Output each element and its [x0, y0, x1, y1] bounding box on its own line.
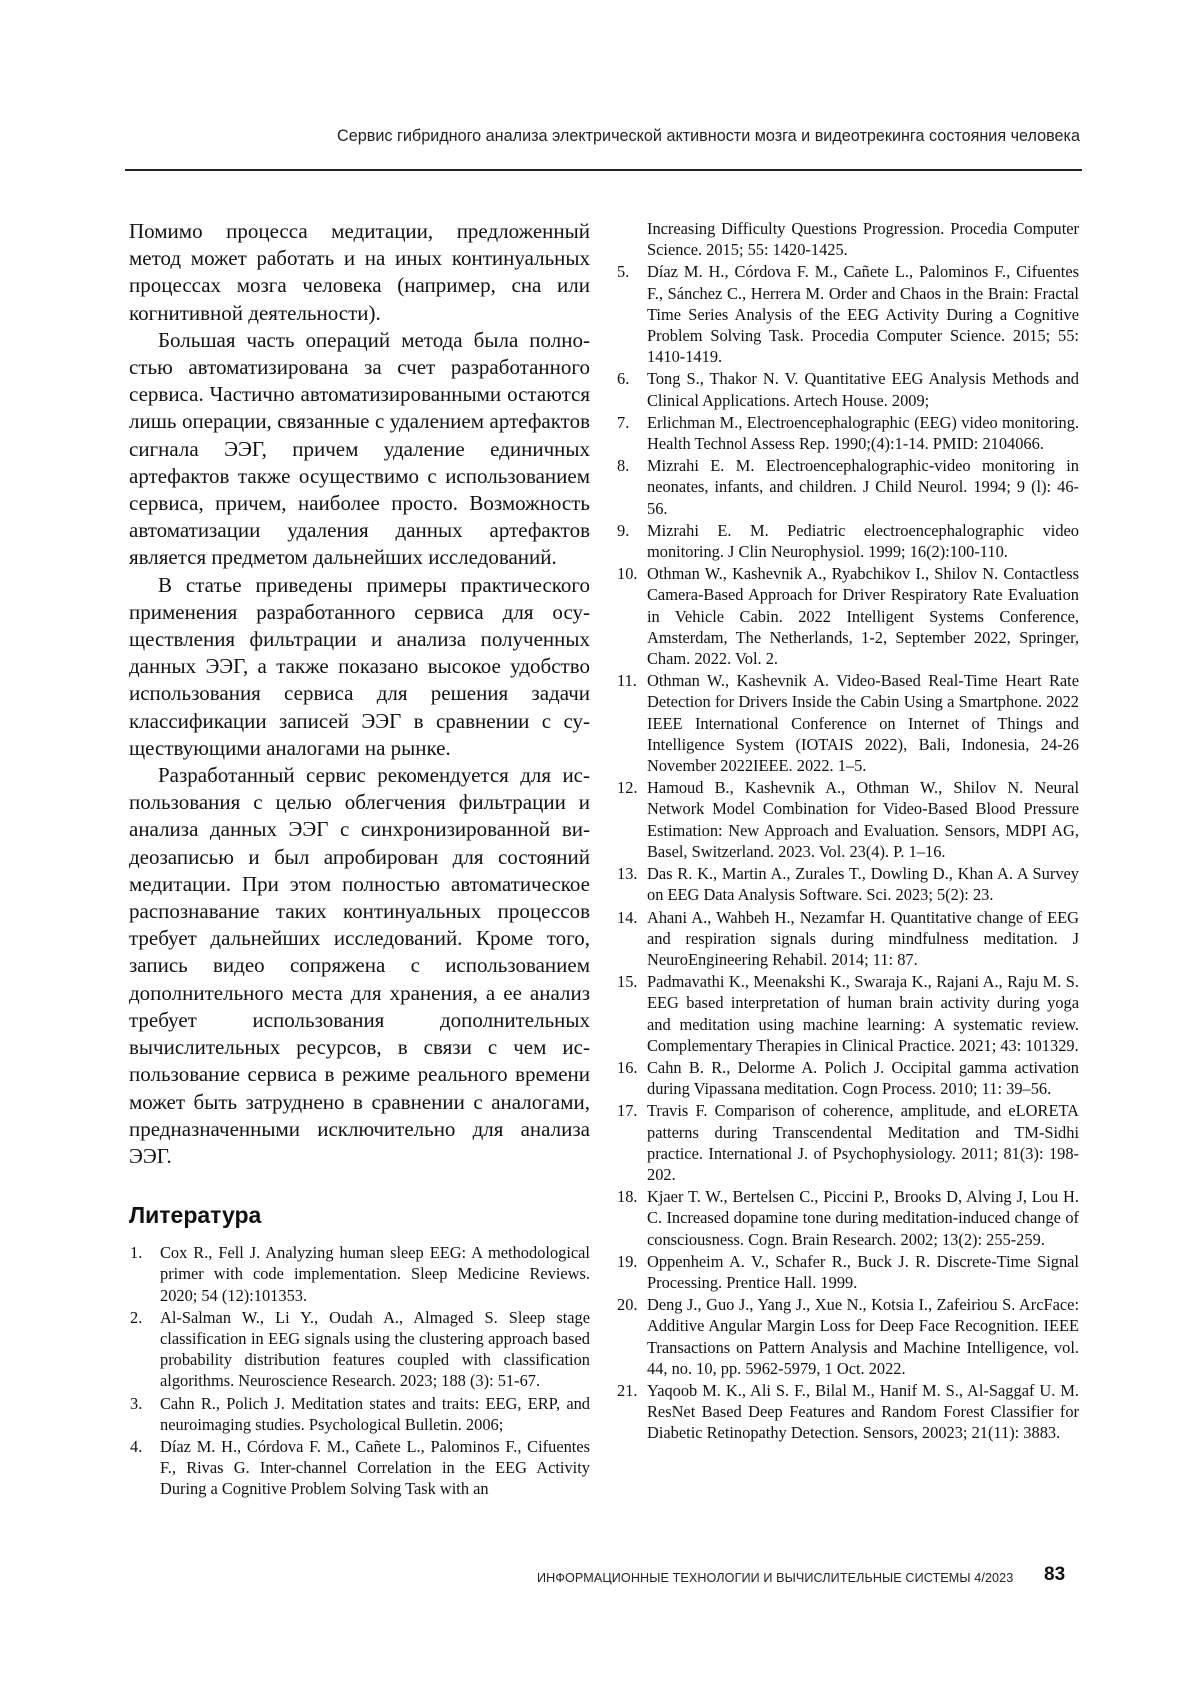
reference-number: 8.	[617, 456, 630, 476]
reference-number: 13.	[617, 864, 638, 884]
reference-text: Hamoud B., Kashevnik A., Othman W., Shilov N. Neural Network Model Combination for Video-Based Blood Pressure Estimation: New Approach and Evaluation. Sensors, MDPI AG, Basel, Switzerland. 2023. Vol. 23(4). P. 1–16.	[647, 778, 1079, 861]
reference-number: 5.	[617, 262, 630, 282]
reference-number: 18.	[617, 1187, 638, 1207]
reference-text: Cahn B. R., Delorme A. Polich J. Occipital gamma activation during Vipassana meditation. Cogn Process. 2010; 11: 39–56.	[647, 1057, 1079, 1099]
reference-number: 21.	[617, 1380, 638, 1400]
reference-item	[616, 412, 1079, 454]
references-list-left	[129, 1242, 590, 1499]
reference-item	[616, 670, 1079, 776]
reference-text: Al-Salman W., Li Y., Oudah A., Almaged S. Sleep stage classification in EEG signals using the clustering approach based probability distribution features coupled with classification algorithms. Neuroscience Research. 2023; 188 (3): 51-67.	[160, 1307, 590, 1391]
reference-number: 14.	[617, 907, 638, 927]
reference-text: Othman W., Kashevnik A., Ryabchikov I., Shilov N. Contactless Camera-Based Approach for Driver Respiratory Rate Evaluation in Vehicle Cabin. 2022 Intelligent Systems Conference, Amsterdam, The Netherlands, 1-2, September 2022, Springer, Cham. 2022. Vol. 2.	[647, 564, 1079, 669]
reference-item	[616, 777, 1079, 862]
header-rule	[125, 169, 1082, 171]
reference-item	[616, 1186, 1079, 1250]
reference-number: 2.	[130, 1307, 143, 1327]
reference-item	[616, 907, 1079, 971]
reference-item	[129, 1307, 590, 1392]
reference-text: Padmavathi K., Meenakshi K., Swaraja K., Rajani A., Raju M. S. EEG based interpretation of human brain activity during yoga and meditation using machine learning: A systematic review. Complementary Therapies in Clinical Practice. 2021; 43: 101329.	[647, 972, 1079, 1055]
reference-item	[616, 563, 1079, 669]
reference-text: Mizrahi E. M. Electroencephalographic-video monitoring in neonates, infants, and children. J Child Neurol. 1994; 9 (l): 46-56.	[647, 456, 1079, 518]
reference-text: Ahani A., Wahbeh H., Nezamfar H. Quantitative change of EEG and respiration signals during mindfulness meditation. J NeuroEngineering Rehabil. 2014; 11: 87.	[647, 907, 1079, 969]
right-column	[616, 218, 1079, 1445]
footer-journal-title: ИНФОРМАЦИОННЫЕ ТЕХНОЛОГИИ И ВЫЧИСЛИТЕЛЬНЫЕ СИСТЕМЫ 4/2023	[537, 1571, 1014, 1585]
reference-number: 1.	[130, 1243, 143, 1263]
reference-number: 9.	[617, 520, 630, 540]
reference-item	[616, 368, 1079, 410]
reference-number: 15.	[617, 972, 638, 992]
reference-number: 12.	[617, 778, 638, 798]
reference-text: Deng J., Guo J., Yang J., Xue N., Kotsia I., Zafeiriou S. ArcFace: Additive Angular Margin Loss for Deep Face Recognition. IEEE Transactions on Pattern Analysis and Machine Intelligence, vol. 44, no. 10, pp. 5962-5979, 1 Oct. 2022.	[647, 1295, 1079, 1378]
reference-text: Tong S., Thakor N. V. Quantitative EEG Analysis Methods and Clinical Applications. Artech House. 2009;	[647, 369, 1079, 410]
references-list-right	[616, 261, 1079, 1443]
reference-item	[616, 520, 1079, 562]
reference-number: 7.	[617, 412, 630, 432]
reference-number: 19.	[617, 1251, 638, 1271]
reference-text: Erlichman M., Electroencephalographic (EEG) video monitoring. Health Technol Assess Rep. 1990;(4):1-14. PMID: 2104066.	[647, 412, 1079, 454]
reference-item	[616, 455, 1079, 519]
reference-number: 17.	[617, 1101, 638, 1121]
reference-text: Oppenheim A. V., Schafer R., Buck J. R. Discrete-Time Signal Processing. Prentice Hall. 1999.	[647, 1251, 1079, 1292]
reference-number: 3.	[130, 1393, 143, 1413]
reference-item	[616, 1294, 1079, 1379]
reference-number: 16.	[617, 1057, 638, 1077]
body-paragraph: Разработанный сервис рекомендуется для использования с целью облегчения фильтрации и анализа данных ЭЭГ с синхронизированной видеозаписью и был апробирован для состояний медитации. При этом полностью автоматическое распознавание таких континуальных процессов требует дальнейших исследований. Кроме того, запись видео сопряжена с использованием дополнительного места для хранения, а ее анализ требует использования дополнительных вычислительных ресурсов, в связи с чем использование сервиса в режиме реального времени может быть затруднено в сравнении с аналогами, предназначенными исключительно для анализа ЭЭГ.	[129, 763, 590, 1168]
body-paragraph: Большая часть операций метода была полностью автоматизирована за счет разработанного сервиса. Частично автоматизированными остаются лишь операции, связанные с удалением артефактов сигнала ЭЭГ, причем удаление единичных артефактов также осуществимо с использованием сервиса, причем, наиболее просто. Возможность автоматизации удаления данных артефактов является предметом дальнейших исследований.	[129, 327, 590, 570]
reference-item	[616, 261, 1079, 367]
reference-number: 10.	[617, 564, 638, 584]
reference-item	[129, 1436, 590, 1500]
reference-item	[129, 1242, 590, 1306]
reference-text: Yaqoob M. K., Ali S. F., Bilal M., Hanif M. S., Al-Saggaf U. M. ResNet Based Deep Features and Random Forest Classifier for Diabetic Retinopathy Detection. Sensors, 20023; 21(11): 3883.	[647, 1380, 1079, 1443]
reference-text: Travis F. Comparison of coherence, amplitude, and eLORETA patterns during Transcendental Meditation and TM-Sidhi practice. International J. of Psychophysiology. 2011; 81(3): 198-202.	[647, 1101, 1079, 1184]
reference-item	[616, 1251, 1079, 1293]
reference-item	[616, 1057, 1079, 1099]
reference-item	[616, 1380, 1079, 1444]
reference-number: 4.	[130, 1436, 143, 1456]
reference-text: Mizrahi E. M. Pediatric electroencephalographic video monitoring. J Clin Neurophysiol. 1999; 16(2):100-110.	[647, 520, 1079, 562]
reference-text: Díaz M. H., Córdova F. M., Cañete L., Palominos F., Cifuentes F., Rivas G. Inter-channel Correlation in the EEG Activity During a Cognitive Problem Solving Task with an	[160, 1436, 590, 1499]
reference-text: Kjaer T. W., Bertelsen C., Piccini P., Brooks D, Alving J, Lou H. C. Increased dopamine tone during meditation-induced change of consciousness. Cogn. Brain Research. 2002; 13(2): 255-259.	[647, 1187, 1079, 1249]
references-heading: Литература	[129, 1202, 262, 1229]
reference-item	[616, 971, 1079, 1056]
reference-text: Cox R., Fell J. Analyzing human sleep EEG: A methodological primer with code implementation. Sleep Medicine Reviews. 2020; 54 (12):101353.	[160, 1243, 590, 1305]
left-column	[129, 218, 590, 1501]
reference-number: 6.	[617, 369, 630, 389]
reference-item	[616, 1100, 1079, 1185]
body-paragraph: В статье приведены примеры практического применения разработанного сервиса для осуществления фильтрации и анализа полученных данных ЭЭГ, а также показано высокое удобство использования сервиса для решения задачи классификации записей ЭЭГ в сравнении с существующими аналогами на рынке.	[129, 572, 590, 760]
page-number: 83	[1044, 1564, 1066, 1585]
running-title: Сервис гибридного анализа электрической активности мозга и видеотрекинга состояния человека	[337, 127, 1080, 145]
reference-continuation: Increasing Difficulty Questions Progression. Procedia Computer Science. 2015; 55: 1420-1425.	[647, 219, 1079, 260]
reference-item	[129, 1393, 590, 1435]
body-paragraph: Помимо процесса медитации, предложенный метод может работать и на иных континуальных процессах мозга человека (например, сна или когнитивной деятельности).	[129, 219, 590, 325]
reference-number: 20.	[617, 1295, 638, 1315]
reference-text: Cahn R., Polich J. Meditation states and traits: EEG, ERP, and neuroimaging studies. Psychological Bulletin. 2006;	[160, 1393, 590, 1434]
reference-text: Othman W., Kashevnik A. Video-Based Real-Time Heart Rate Detection for Drivers Inside the Cabin Using a Smartphone. 2022 IEEE International Conference on Internet of Things and Intelligence System (IOTAIS 2022), Bali, Indonesia, 24-26 November 2022IEEE. 2022. 1–5.	[647, 671, 1079, 776]
reference-number: 11.	[617, 671, 637, 691]
reference-text: Das R. K., Martin A., Zurales T., Dowling D., Khan A. A Survey on EEG Data Analysis Software. Sci. 2023; 5(2): 23.	[647, 864, 1079, 905]
reference-text: Díaz M. H., Córdova F. M., Cañete L., Palominos F., Cifuentes F., Sánchez C., Herrera M. Order and Chaos in the Brain: Fractal Time Series Analysis of the EEG Activity During a Cognitive Problem Solving Task. Procedia Computer Science. 2015; 55: 1410-1419.	[647, 262, 1079, 367]
reference-item	[616, 863, 1079, 905]
